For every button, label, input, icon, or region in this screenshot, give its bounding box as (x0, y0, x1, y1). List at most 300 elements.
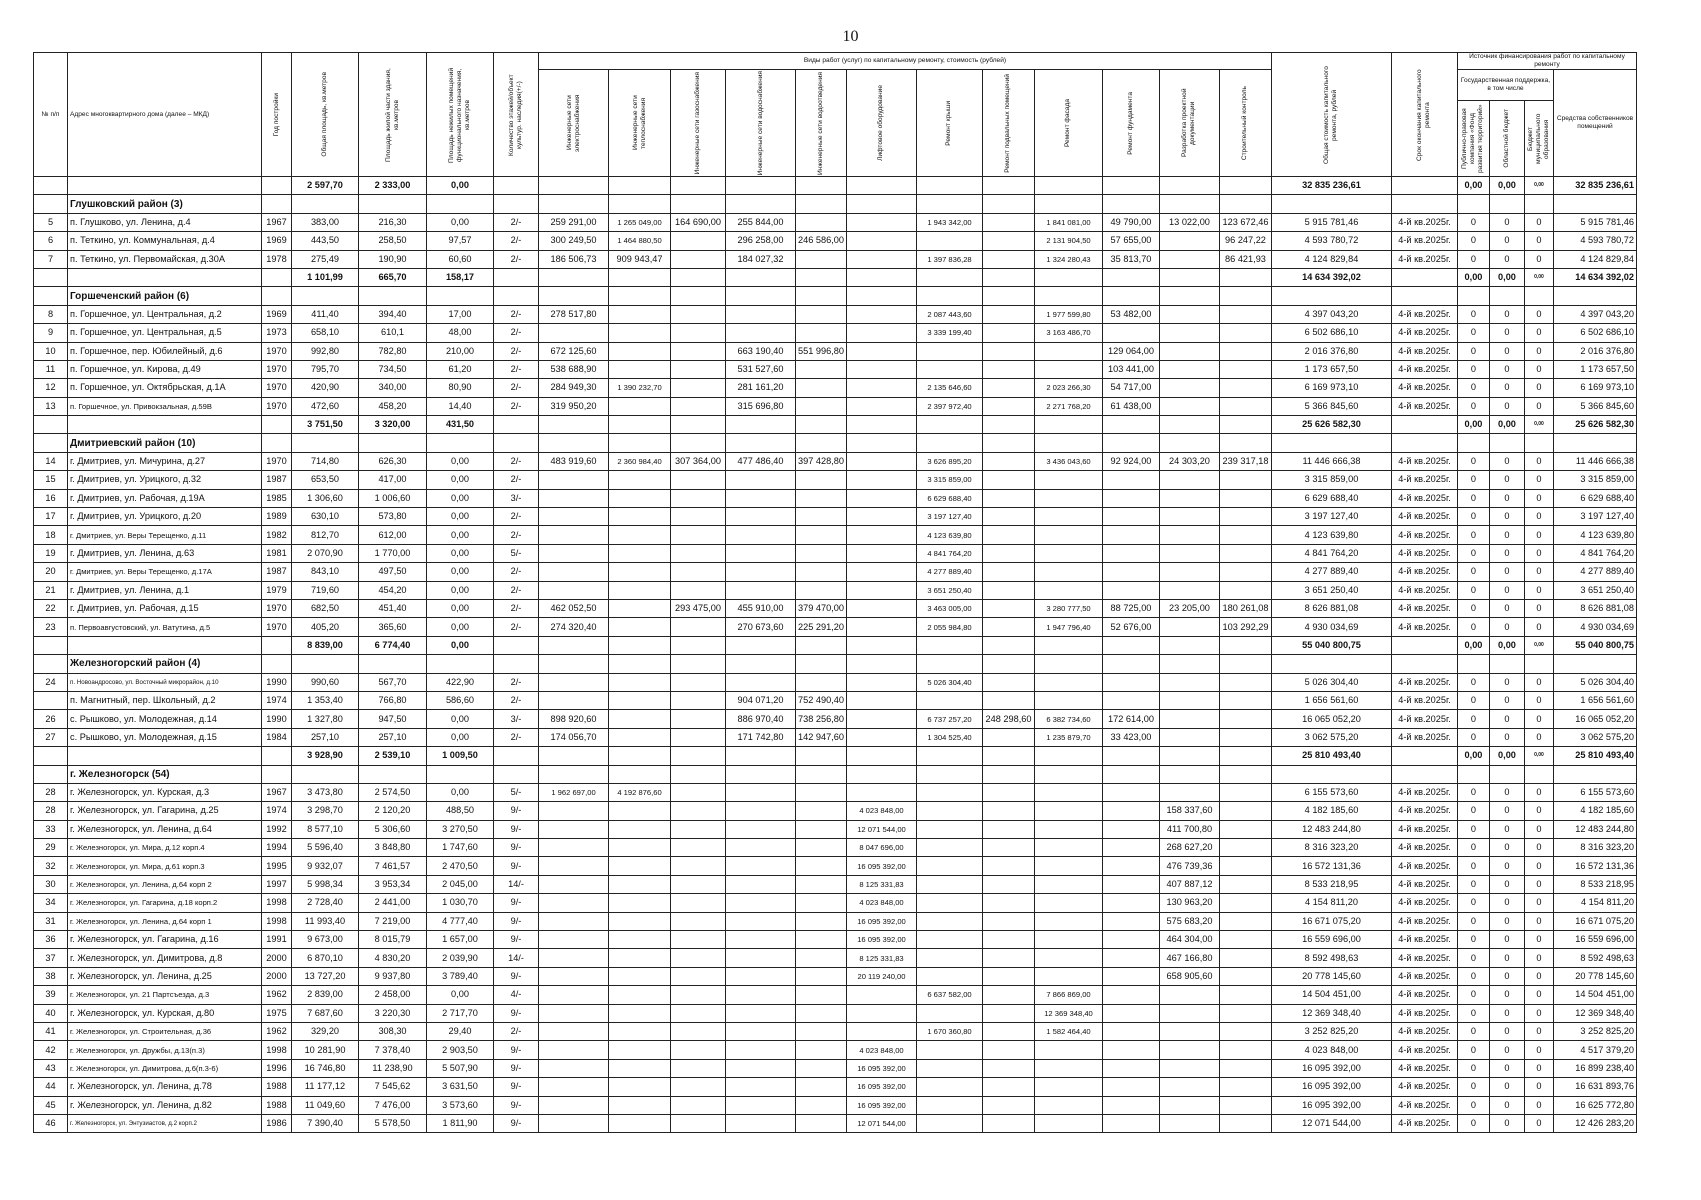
address-cell: г. Железногорск, ул. Ленина, д.64 корп 2 (68, 875, 262, 893)
nonres-area-cell: 0,00 (427, 544, 494, 562)
cell (34, 655, 68, 673)
cell (494, 434, 539, 452)
year-cell: 1970 (262, 379, 292, 397)
fund-cell: 0 (1489, 305, 1524, 323)
cell (726, 765, 796, 783)
fund-cell: 0 (1524, 471, 1553, 489)
address-cell: п. Горшечное, ул. Октябрьская, д.1А (68, 379, 262, 397)
work-cost-cell: 3 280 777,50 (1034, 599, 1102, 617)
year-cell: 1979 (262, 581, 292, 599)
owners-fund-cell: 1 173 657,50 (1553, 360, 1636, 378)
work-cost-cell (1034, 508, 1102, 526)
owners-fund-cell: 8 626 881,08 (1553, 599, 1636, 617)
work-cost-cell (982, 894, 1034, 912)
work-cost-cell (726, 489, 796, 507)
nonres-area-cell: 3 573,60 (427, 1096, 494, 1114)
address-cell: г. Дмитриев, ул. Мичурина, д.27 (68, 452, 262, 470)
work-cost-cell (1102, 820, 1159, 838)
cell (726, 636, 796, 654)
fund-cell: 0 (1524, 1004, 1553, 1022)
nonres-area-cell: 0,00 (427, 489, 494, 507)
fund-cell: 0 (1457, 967, 1489, 985)
work-cost-cell: 5 026 304,40 (916, 673, 982, 691)
cell (1391, 747, 1457, 765)
cell (34, 416, 68, 434)
address-cell: г. Дмитриев, ул. Рабочая, д.19А (68, 489, 262, 507)
deadline-cell: 4-й кв.2025г. (1391, 508, 1457, 526)
work-cost-cell (916, 820, 982, 838)
work-cost-cell: 411 700,80 (1159, 820, 1219, 838)
work-cost-cell (1102, 1022, 1159, 1040)
work-cost-cell (609, 857, 671, 875)
work-cost-cell: 3 651 250,40 (916, 581, 982, 599)
total-cost-cell: 5 026 304,40 (1271, 673, 1391, 691)
work-cost-cell (609, 342, 671, 360)
work-cost-cell: 2 397 972,40 (916, 397, 982, 415)
cell (846, 195, 916, 213)
fund-cell: 0 (1524, 820, 1553, 838)
work-cost-cell (671, 728, 726, 746)
fund-cell: 0 (1524, 1041, 1553, 1059)
work-cost-cell (846, 471, 916, 489)
fund-cell: 0 (1524, 305, 1553, 323)
cell (846, 287, 916, 305)
fund-cell: 0 (1524, 857, 1553, 875)
work-cost-cell (916, 949, 982, 967)
living-area-cell: 782,80 (359, 342, 427, 360)
work-cost-cell (1159, 783, 1219, 801)
cell (262, 636, 292, 654)
fund-cell: 0 (1524, 489, 1553, 507)
work-cost-cell (671, 820, 726, 838)
address-cell: г. Дмитриев, ул. Урицкого, д.32 (68, 471, 262, 489)
work-cost-cell (1219, 1059, 1271, 1077)
floors-cell: 9/- (494, 967, 539, 985)
year-cell: 1995 (262, 857, 292, 875)
cell (726, 434, 796, 452)
owners-fund-cell: 12 369 348,40 (1553, 1004, 1636, 1022)
table-body (34, 177, 1637, 1133)
total-cost-cell: 4 182 185,60 (1271, 802, 1391, 820)
work-cost-cell: 129 064,00 (1102, 342, 1159, 360)
work-cost-cell (1159, 691, 1219, 709)
work-cost-cell (726, 563, 796, 581)
cell (262, 268, 292, 286)
address-cell: г. Дмитриев, ул. Урицкого, д.20 (68, 508, 262, 526)
work-cost-cell (609, 1096, 671, 1114)
total-cost-cell: 16 572 131,36 (1271, 857, 1391, 875)
work-cost-cell: 1 265 049,00 (609, 213, 671, 231)
table-row (34, 857, 1637, 875)
work-cost-cell: 16 095 392,00 (846, 912, 916, 930)
floors-cell: 2/- (494, 691, 539, 709)
fund-cell: 0 (1457, 1041, 1489, 1059)
work-cost-cell: 300 249,50 (539, 232, 609, 250)
owners-fund-cell: 16 065 052,20 (1553, 710, 1636, 728)
year-cell: 1970 (262, 397, 292, 415)
year-cell: 1970 (262, 599, 292, 617)
work-cost-cell: 538 688,90 (539, 360, 609, 378)
fund-cell: 0 (1457, 783, 1489, 801)
work-cost-cell (1159, 232, 1219, 250)
fund-cell: 0 (1457, 250, 1489, 268)
fund-cell: 0 (1457, 931, 1489, 949)
address-cell: г. Железногорск, ул. Дружбы, д.13(п.3) (68, 1041, 262, 1059)
work-col-header: Инженерные сети водоснабжения (726, 70, 796, 177)
year-cell: 1967 (262, 213, 292, 231)
cell (1457, 655, 1489, 673)
work-cost-cell: 909 943,47 (609, 250, 671, 268)
work-cost-cell (1102, 471, 1159, 489)
deadline-cell: 4-й кв.2025г. (1391, 857, 1457, 875)
nonres-area-cell: 158,17 (427, 268, 494, 286)
cell (726, 655, 796, 673)
work-cost-cell (796, 508, 847, 526)
fund-cell: 0,00 (1489, 747, 1524, 765)
cell (539, 268, 609, 286)
state-support-header: Государственная поддержка, в том числе (1457, 70, 1553, 101)
work-cost-cell: 672 125,60 (539, 342, 609, 360)
total-cost-cell: 5 366 845,60 (1271, 397, 1391, 415)
work-cost-cell (982, 1059, 1034, 1077)
work-cost-cell: 3 163 486,70 (1034, 324, 1102, 342)
work-cost-cell (1102, 508, 1159, 526)
cell (1034, 287, 1102, 305)
work-cost-cell (539, 544, 609, 562)
owners-fund-cell: 14 634 392,02 (1553, 268, 1636, 286)
row-number: 39 (34, 986, 68, 1004)
owners-fund-cell: 5 026 304,40 (1553, 673, 1636, 691)
work-cost-cell: 12 071 544,00 (846, 1114, 916, 1132)
row-number: 33 (34, 820, 68, 838)
year-cell: 1969 (262, 305, 292, 323)
work-cost-cell: 103 441,00 (1102, 360, 1159, 378)
fund-cell: 0 (1457, 544, 1489, 562)
work-cost-cell: 12 369 348,40 (1034, 1004, 1102, 1022)
nonres-area-cell: 17,00 (427, 305, 494, 323)
work-cost-cell (1219, 839, 1271, 857)
living-area-cell: 6 774,40 (359, 636, 427, 654)
cell (982, 765, 1034, 783)
work-cost-cell (1102, 986, 1159, 1004)
cell (726, 177, 796, 195)
fund-cell: 0,00 (1489, 177, 1524, 195)
work-cost-cell: 4 277 889,40 (916, 563, 982, 581)
nonres-area-cell: 80,90 (427, 379, 494, 397)
work-cost-cell (846, 452, 916, 470)
row-number: 20 (34, 563, 68, 581)
work-cost-cell (846, 544, 916, 562)
deadline-cell: 4-й кв.2025г. (1391, 305, 1457, 323)
work-cost-cell (916, 912, 982, 930)
cell (262, 416, 292, 434)
owners-fund-cell: 12 483 244,80 (1553, 820, 1636, 838)
total-cost-cell: 8 626 881,08 (1271, 599, 1391, 617)
total-area-cell: 3 298,70 (292, 802, 359, 820)
work-cost-cell: 8 125 331,83 (846, 875, 916, 893)
owners-fund-cell: 32 835 236,61 (1553, 177, 1636, 195)
floors-cell: 2/- (494, 342, 539, 360)
deadline-cell: 4-й кв.2025г. (1391, 563, 1457, 581)
cell (916, 434, 982, 452)
work-cost-cell: 293 475,00 (671, 599, 726, 617)
work-cost-cell: 239 317,18 (1219, 452, 1271, 470)
work-cost-cell (1102, 802, 1159, 820)
work-cost-cell (1102, 544, 1159, 562)
total-area-cell: 658,10 (292, 324, 359, 342)
total-cost-cell: 4 154 811,20 (1271, 894, 1391, 912)
nonres-area-cell: 0,00 (427, 581, 494, 599)
year-cell: 1962 (262, 1022, 292, 1040)
fund-cell: 0 (1457, 986, 1489, 1004)
work-col-header: Ремонт подвальных помещений (982, 70, 1034, 177)
cell (796, 655, 847, 673)
cell (1034, 765, 1102, 783)
col-nonres-area-header: Площадь нежилых помещений функционального назначения, кв.метров (427, 53, 494, 177)
work-cost-cell (1159, 581, 1219, 599)
cell (34, 195, 68, 213)
cell (1159, 434, 1219, 452)
year-cell: 1987 (262, 563, 292, 581)
work-cost-cell (916, 967, 982, 985)
fund-cell: 0 (1524, 912, 1553, 930)
work-cost-cell (1102, 1114, 1159, 1132)
work-cost-cell (726, 1078, 796, 1096)
cell (916, 655, 982, 673)
work-cost-cell (982, 581, 1034, 599)
fund-cell: 0 (1524, 802, 1553, 820)
work-cost-cell (609, 508, 671, 526)
work-cost-cell (671, 360, 726, 378)
work-cost-cell (796, 1004, 847, 1022)
living-area-cell: 340,00 (359, 379, 427, 397)
cell (1524, 195, 1553, 213)
living-area-cell: 3 848,80 (359, 839, 427, 857)
finance-group-header: Источник финансирования работ по капитальному ремонту (1457, 53, 1636, 70)
cell (609, 747, 671, 765)
work-cost-cell: 88 725,00 (1102, 599, 1159, 617)
col-living-area-header: Площадь жилой части здания, кв.метров (359, 53, 427, 177)
work-cost-cell (846, 1022, 916, 1040)
deadline-cell: 4-й кв.2025г. (1391, 379, 1457, 397)
work-cost-cell: 738 256,80 (796, 710, 847, 728)
floors-cell: 4/- (494, 986, 539, 1004)
nonres-area-cell: 1 009,50 (427, 747, 494, 765)
work-cost-cell (671, 305, 726, 323)
cell (1159, 416, 1219, 434)
living-area-cell: 1 006,60 (359, 489, 427, 507)
fund-cell: 0 (1457, 839, 1489, 857)
address-cell: г. Дмитриев, ул. Ленина, д.63 (68, 544, 262, 562)
work-cost-cell (1034, 802, 1102, 820)
col-deadline-header: Срок окончания капитального ремонта (1391, 53, 1457, 177)
work-cost-cell (671, 839, 726, 857)
deadline-cell: 4-й кв.2025г. (1391, 1041, 1457, 1059)
row-number: 24 (34, 673, 68, 691)
address-cell: г. Железногорск, ул. Ленина, д.82 (68, 1096, 262, 1114)
work-cost-cell (1159, 1114, 1219, 1132)
fund-cell: 0 (1489, 710, 1524, 728)
cell (1271, 434, 1391, 452)
work-cost-cell (1219, 342, 1271, 360)
work-cost-cell (1219, 949, 1271, 967)
table-row (34, 783, 1637, 801)
work-cost-cell: 531 527,60 (726, 360, 796, 378)
living-area-cell: 2 574,50 (359, 783, 427, 801)
table-row (34, 305, 1637, 323)
address-cell: п. Теткино, ул. Коммунальная, д.4 (68, 232, 262, 250)
work-cost-cell (1219, 691, 1271, 709)
living-area-cell: 2 539,10 (359, 747, 427, 765)
work-cost-cell (671, 1004, 726, 1022)
address-cell: г. Железногорск, ул. Ленина, д.64 (68, 820, 262, 838)
work-cost-cell (539, 563, 609, 581)
fund-col-header: Бюджет муниципального образования (1524, 101, 1553, 177)
work-cost-cell (1102, 1078, 1159, 1096)
cell (1391, 195, 1457, 213)
total-area-cell: 812,70 (292, 526, 359, 544)
cell (494, 177, 539, 195)
work-cost-cell (846, 581, 916, 599)
work-cost-cell (982, 599, 1034, 617)
work-cost-cell (671, 471, 726, 489)
work-cost-cell (916, 931, 982, 949)
fund-cell: 0 (1457, 1078, 1489, 1096)
work-cost-cell (609, 324, 671, 342)
floors-cell: 2/- (494, 452, 539, 470)
owners-fund-cell: 1 656 561,60 (1553, 691, 1636, 709)
work-cost-cell (1219, 1078, 1271, 1096)
work-cost-cell (982, 728, 1034, 746)
table-row (34, 397, 1637, 415)
table-row (34, 526, 1637, 544)
total-area-cell: 257,10 (292, 728, 359, 746)
floors-cell: 2/- (494, 618, 539, 636)
work-cost-cell (671, 581, 726, 599)
table-row (34, 1078, 1637, 1096)
total-area-cell: 2 597,70 (292, 177, 359, 195)
work-cost-cell: 2 023 266,30 (1034, 379, 1102, 397)
cell (846, 268, 916, 286)
district-name: Железногорский район (4) (68, 655, 262, 673)
work-cost-cell (796, 489, 847, 507)
cell (1489, 195, 1524, 213)
total-area-cell: 1 101,99 (292, 268, 359, 286)
fund-cell: 0 (1524, 1059, 1553, 1077)
row-number: 6 (34, 232, 68, 250)
work-cost-cell (982, 967, 1034, 985)
total-cost-cell: 4 123 639,80 (1271, 526, 1391, 544)
cell (427, 195, 494, 213)
work-cost-cell (671, 397, 726, 415)
work-cost-cell (916, 1096, 982, 1114)
cell (262, 434, 292, 452)
work-cost-cell: 3 626 895,20 (916, 452, 982, 470)
work-cost-cell (982, 489, 1034, 507)
living-area-cell: 11 238,90 (359, 1059, 427, 1077)
work-cost-cell (609, 691, 671, 709)
work-cost-cell (1159, 1059, 1219, 1077)
work-cost-cell (982, 324, 1034, 342)
work-cost-cell (796, 783, 847, 801)
cell (846, 416, 916, 434)
work-cost-cell (1159, 342, 1219, 360)
work-cost-cell: 281 161,20 (726, 379, 796, 397)
year-cell: 1970 (262, 342, 292, 360)
work-cost-cell: 464 304,00 (1159, 931, 1219, 949)
work-cost-cell (1034, 471, 1102, 489)
address-cell: г. Дмитриев, ул. Веры Терещенко, д.17А (68, 563, 262, 581)
cell (1271, 195, 1391, 213)
work-cost-cell (796, 839, 847, 857)
cell (796, 195, 847, 213)
year-cell: 1994 (262, 839, 292, 857)
living-area-cell: 190,90 (359, 250, 427, 268)
work-cost-cell (982, 820, 1034, 838)
cell (1271, 765, 1391, 783)
owners-fund-cell: 16 559 696,00 (1553, 931, 1636, 949)
work-cost-cell (726, 1114, 796, 1132)
total-cost-cell: 3 062 575,20 (1271, 728, 1391, 746)
address-cell: г. Дмитриев, ул. Ленина, д.1 (68, 581, 262, 599)
work-col-header: Ремонт фасада (1034, 70, 1102, 177)
floors-cell: 2/- (494, 471, 539, 489)
deadline-cell: 4-й кв.2025г. (1391, 526, 1457, 544)
living-area-cell: 567,70 (359, 673, 427, 691)
fund-cell: 0 (1457, 563, 1489, 581)
work-cost-cell (726, 912, 796, 930)
cell (262, 765, 292, 783)
cell (1159, 195, 1219, 213)
year-cell: 1978 (262, 250, 292, 268)
col-no-header: № п/п (34, 53, 68, 177)
work-cost-cell (726, 1041, 796, 1059)
table-row (34, 1004, 1637, 1022)
cell (262, 177, 292, 195)
floors-cell: 2/- (494, 599, 539, 617)
deadline-cell: 4-й кв.2025г. (1391, 728, 1457, 746)
work-cost-cell (1034, 1041, 1102, 1059)
cell (1102, 434, 1159, 452)
total-cost-cell: 25 810 493,40 (1271, 747, 1391, 765)
cell (292, 765, 359, 783)
work-cost-cell (1102, 875, 1159, 893)
year-cell: 1985 (262, 489, 292, 507)
cell (609, 434, 671, 452)
work-cost-cell (1219, 305, 1271, 323)
cell (1457, 765, 1489, 783)
cell (539, 765, 609, 783)
work-cost-cell (671, 1114, 726, 1132)
work-cost-cell (982, 839, 1034, 857)
fund-cell: 0 (1524, 618, 1553, 636)
fund-cell: 0,00 (1457, 747, 1489, 765)
cell (671, 655, 726, 673)
fund-cell: 0 (1489, 894, 1524, 912)
work-cost-cell (609, 305, 671, 323)
total-cost-cell: 1 656 561,60 (1271, 691, 1391, 709)
deadline-cell: 4-й кв.2025г. (1391, 360, 1457, 378)
work-cost-cell (1102, 563, 1159, 581)
fund-cell: 0 (1524, 728, 1553, 746)
work-cost-cell (726, 820, 796, 838)
cell (427, 434, 494, 452)
cell (846, 434, 916, 452)
cell (359, 287, 427, 305)
fund-cell: 0 (1489, 452, 1524, 470)
work-cost-cell (609, 581, 671, 599)
work-cost-cell (1219, 489, 1271, 507)
